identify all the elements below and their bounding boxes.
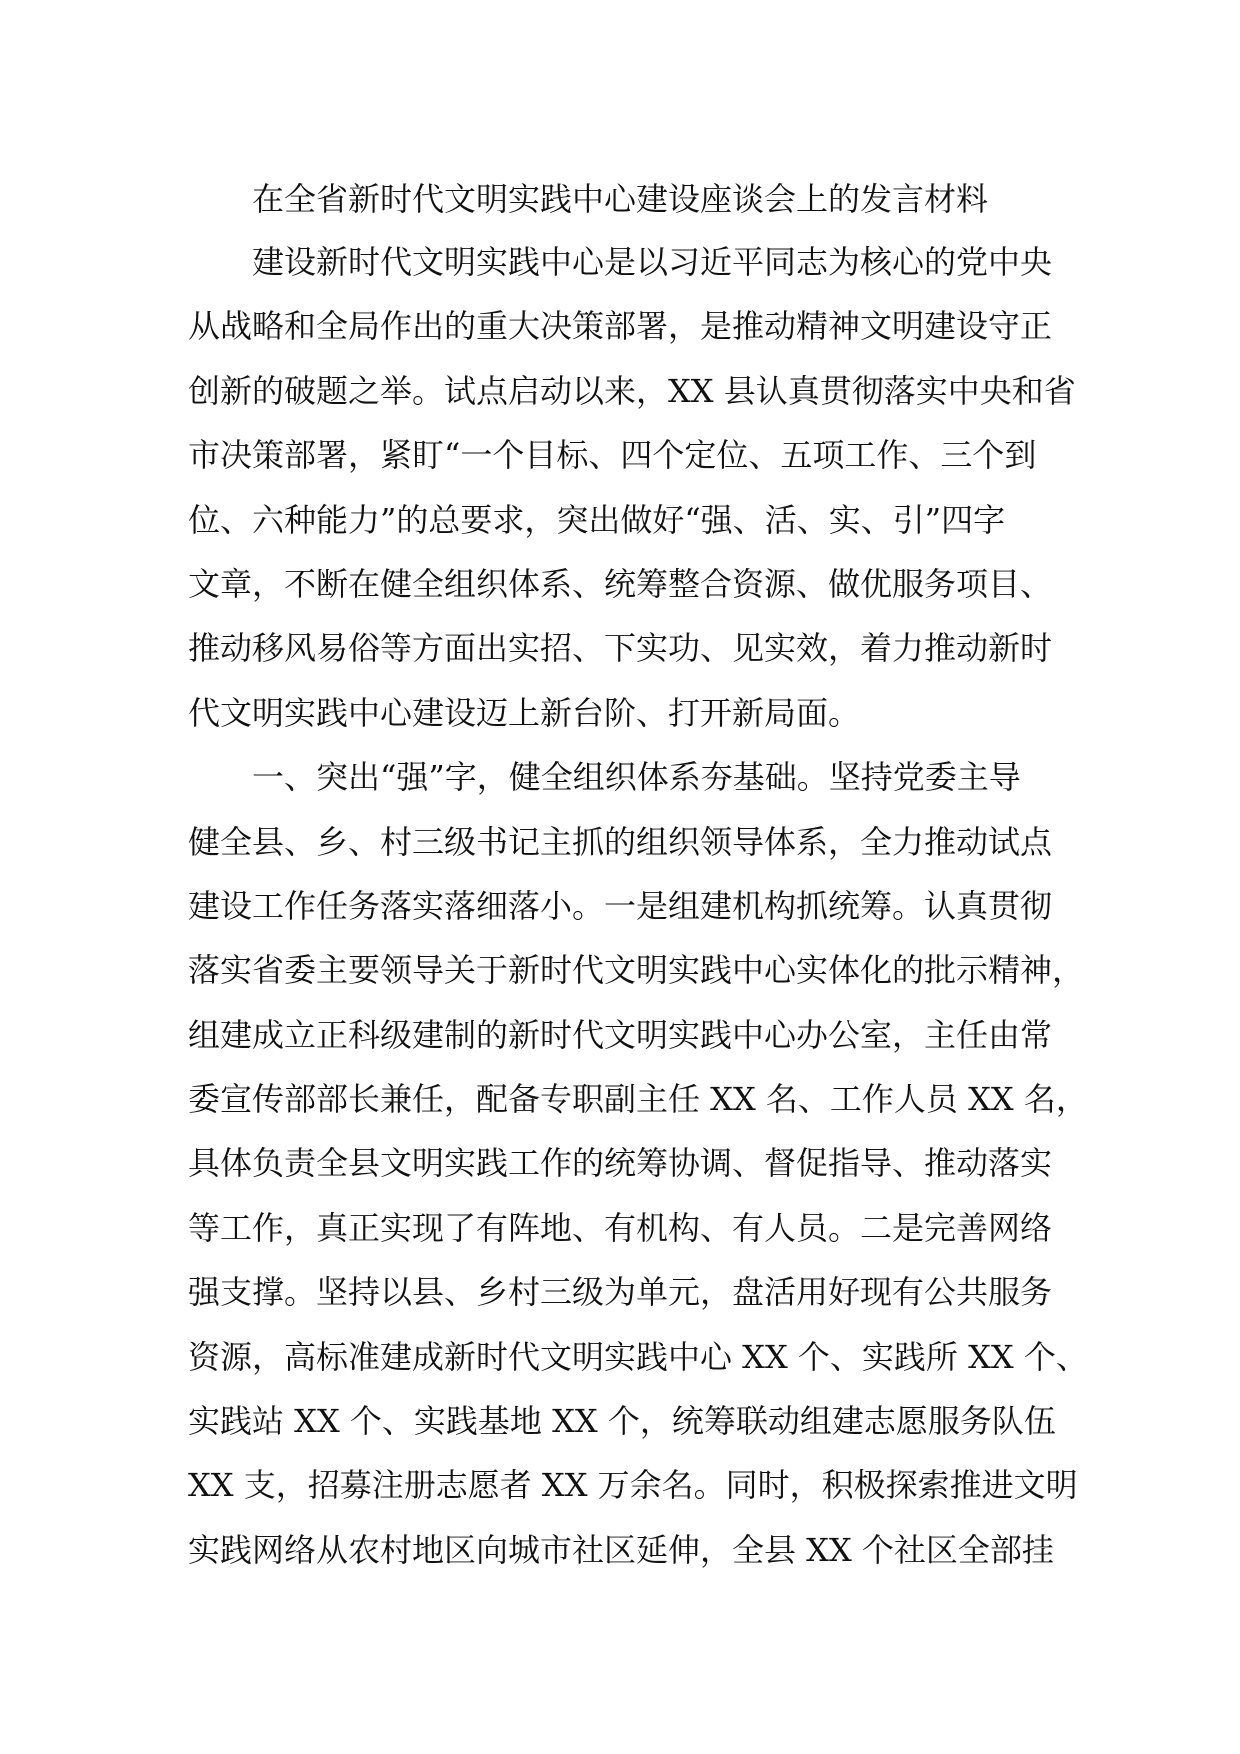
paragraph-section-one	[188, 745, 1088, 1582]
paragraph-line: 建设工作任务落实落细落小。一是组建机构抓统筹。认真贯彻	[188, 886, 1053, 925]
paragraph-line: 从战略和全局作出的重大决策部署，是推动精神文明建设守正	[188, 307, 1053, 346]
paragraph-line: 实践站 XX 个、实践基地 XX 个，统筹联动组建志愿服务队伍	[188, 1402, 1056, 1441]
paragraph-line: 文章，不断在健全组织体系、统筹整合资源、做优服务项目、	[188, 564, 1053, 603]
paragraph-line: 推动移风易俗等方面出实招、下实功、见实效，着力推动新时	[188, 629, 1053, 668]
paragraph-line: 具体负责全县文明实践工作的统筹协调、督促指导、推动落实	[188, 1144, 1053, 1183]
document-body	[188, 168, 1088, 1582]
paragraph-line: 强支撑。坚持以县、乡村三级为单元，盘活用好现有公共服务	[188, 1273, 1053, 1312]
paragraph-line: 位、六种能力”的总要求，突出做好“强、活、实、引”四字	[188, 500, 1006, 539]
paragraph-line: 等工作，真正实现了有阵地、有机构、有人员。二是完善网络	[188, 1208, 1053, 1247]
paragraph-line: 建设新时代文明实践中心是以习近平同志为核心的党中央	[252, 243, 1053, 281]
document-title: 在全省新时代文明实践中心建设座谈会上的发言材料	[252, 180, 989, 218]
paragraph-line: 一、突出“强”字，健全组织体系夯基础。坚持党委主导	[252, 758, 1021, 797]
paragraph-line: 落实省委主要领导关于新时代文明实践中心实体化的批示精神，	[188, 951, 1085, 990]
paragraph-line: 实践网络从农村地区向城市社区延伸，全县 XX 个社区全部挂	[188, 1530, 1054, 1569]
paragraph-line: 市决策部署，紧盯“一个目标、四个定位、五项工作、三个到	[188, 436, 1037, 475]
paragraph-line: 健全县、乡、村三级书记主抓的组织领导体系，全力推动试点	[188, 822, 1053, 861]
paragraph-intro	[188, 230, 1076, 745]
paragraph-line: 委宣传部部长兼任，配备专职副主任 XX 名、工作人员 XX 名，	[188, 1080, 1088, 1119]
paragraph-line: 代文明实践中心建设迈上新台阶、打开新局面。	[188, 693, 861, 732]
paragraph-line: 创新的破题之举。试点启动以来，XX 县认真贯彻落实中央和省	[188, 371, 1076, 410]
paragraph-line: 资源，高标准建成新时代文明实践中心 XX 个、实践所 XX 个、	[188, 1337, 1088, 1376]
paragraph-line: 组建成立正科级建制的新时代文明实践中心办公室，主任由常	[188, 1015, 1053, 1054]
paragraph-line: XX 支，招募注册志愿者 XX 万余名。同时，积极探索推进文明	[188, 1466, 1078, 1505]
